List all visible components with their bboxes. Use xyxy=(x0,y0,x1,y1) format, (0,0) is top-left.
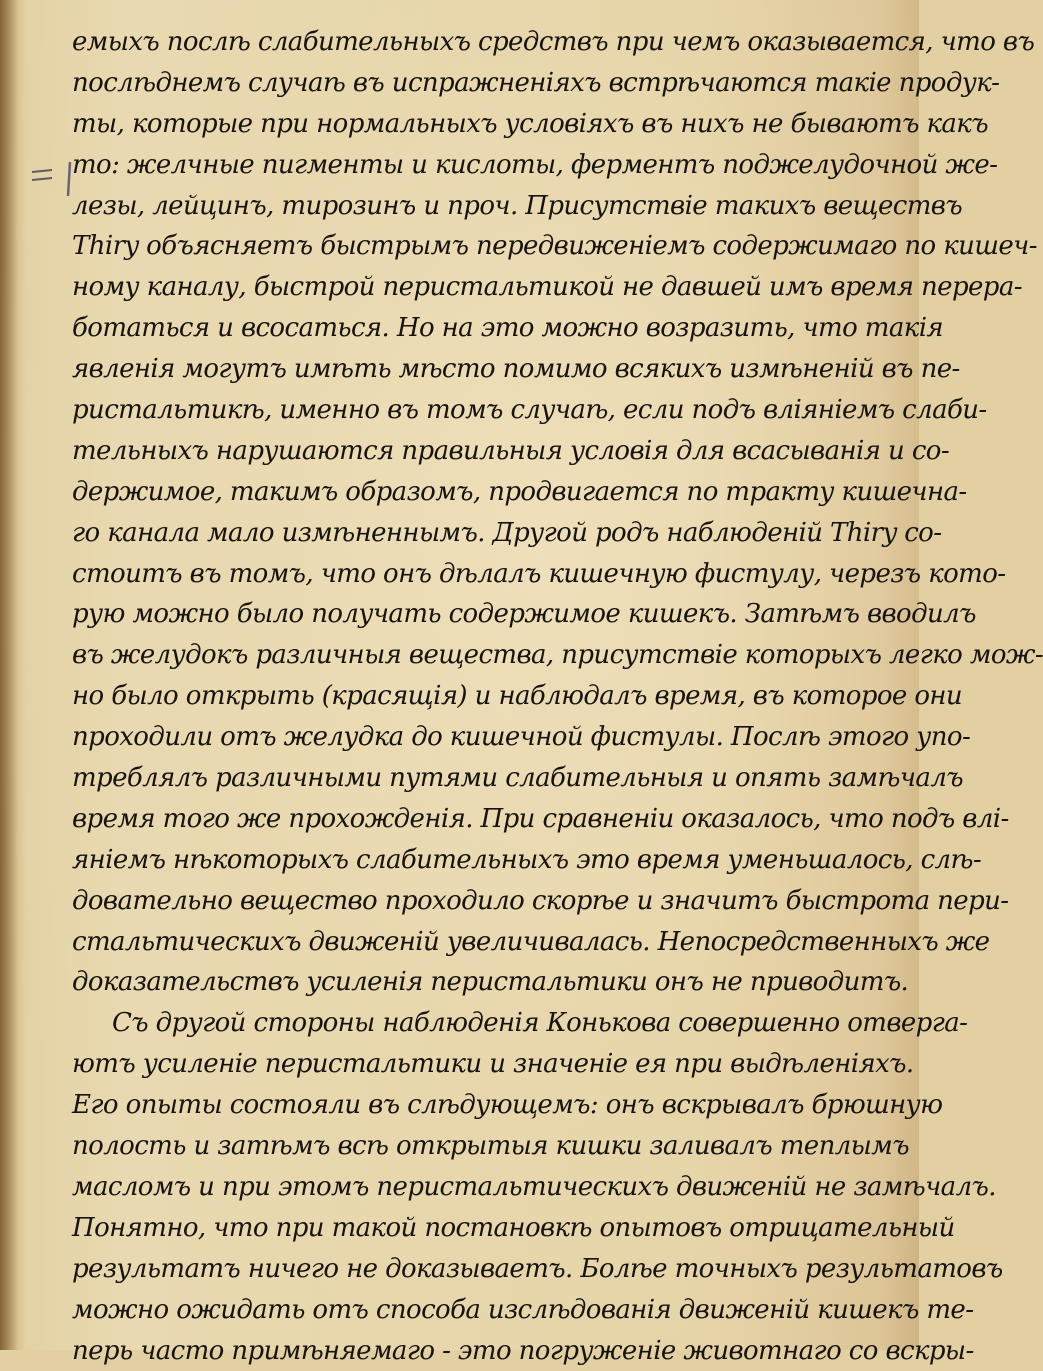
text-line: стальтическихъ движеній увеличивалась. Непосредственныхъ же xyxy=(72,922,872,963)
text-line: явленія могутъ имѣть мѣсто помимо всякихъ измѣненій въ пе- xyxy=(72,349,872,390)
text-line: масломъ и при этомъ перистальтическихъ движеній не замѣчалъ. xyxy=(72,1167,872,1208)
text-line: ты, которые при нормальныхъ условіяхъ въ нихъ не бываютъ какъ xyxy=(72,104,872,145)
text-line: емыхъ послѣ слабительныхъ средствъ при чемъ оказывается, что въ xyxy=(72,22,872,63)
text-line: держимое, такимъ образомъ, продвигается по тракту кишечна- xyxy=(72,472,872,513)
text-line: Понятно, что при такой постановкѣ опытовъ отрицательный xyxy=(72,1208,872,1249)
text-line: го канала мало измѣненнымъ. Другой родъ наблюденій Thiry со- xyxy=(72,513,872,554)
text-line: ристальтикѣ, именно въ томъ случаѣ, если подъ вліяніемъ слаби- xyxy=(72,390,872,431)
text-line: послѣднемъ случаѣ въ испражненіяхъ встрѣчаются такіе продук- xyxy=(72,63,872,104)
text-line: можно ожидать отъ способа изслѣдованія движеній кишекъ те- xyxy=(72,1290,872,1331)
handwritten-text xyxy=(72,22,872,1371)
text-line: рую можно было получать содержимое кишекъ. Затѣмъ вводилъ xyxy=(72,594,872,635)
text-line: лезы, лейцинъ, тирозинъ и проч. Присутствіе такихъ веществъ xyxy=(72,186,872,227)
text-line: но было открыть (красящія) и наблюдалъ время, въ которое они xyxy=(72,676,872,717)
text-line: ному каналу, быстрой перистальтикой не давшей имъ время перера- xyxy=(72,267,872,308)
text-line: ботаться и всосаться. Но на это можно возразить, что такія xyxy=(72,308,872,349)
text-line: стоитъ въ томъ, что онъ дѣлалъ кишечную фистулу, черезъ кото- xyxy=(72,554,872,595)
text-line: то: желчные пигменты и кислоты, ферментъ поджелудочной же- xyxy=(72,145,872,186)
text-line: доказательствъ усиленія перистальтики онъ не приводитъ. xyxy=(72,962,872,1003)
text-line: треблялъ различными путями слабительныя и опять замѣчалъ xyxy=(72,758,872,799)
text-line: проходили отъ желудка до кишечной фистулы. Послѣ этого упо- xyxy=(72,717,872,758)
text-line: яніемъ нѣкоторыхъ слабительныхъ это время уменьшалось, слѣ- xyxy=(72,840,872,881)
text-line: полость и затѣмъ всѣ открытыя кишки заливалъ теплымъ xyxy=(72,1126,872,1167)
text-line: Thiry объясняетъ быстрымъ передвиженіемъ содержимаго по кишеч- xyxy=(72,226,872,267)
text-line: тельныхъ нарушаются правильныя условія для всасыванія и со- xyxy=(72,431,872,472)
text-line: Его опыты состояли въ слѣдующемъ: онъ вскрывалъ брюшную xyxy=(72,1085,872,1126)
text-line: въ желудокъ различныя вещества, присутствіе которыхъ легко мож- xyxy=(72,635,872,676)
text-line: результатъ ничего не доказываетъ. Болѣе точныхъ результатовъ xyxy=(72,1249,872,1290)
text-line: ютъ усиленіе перистальтики и значеніе ея при выдѣленіяхъ. xyxy=(72,1044,872,1085)
text-line: перь часто примѣняемаго - это погруженіе животнаго со вскры- xyxy=(72,1331,872,1371)
text-line: Съ другой стороны наблюденія Конькова совершенно отверга- xyxy=(72,1003,872,1044)
text-line: довательно вещество проходило скорѣе и значитъ быстрота пери- xyxy=(72,881,872,922)
binding-shadow xyxy=(0,0,18,1350)
text-line: время того же прохожденія. При сравненіи оказалось, что подъ влі- xyxy=(72,799,872,840)
